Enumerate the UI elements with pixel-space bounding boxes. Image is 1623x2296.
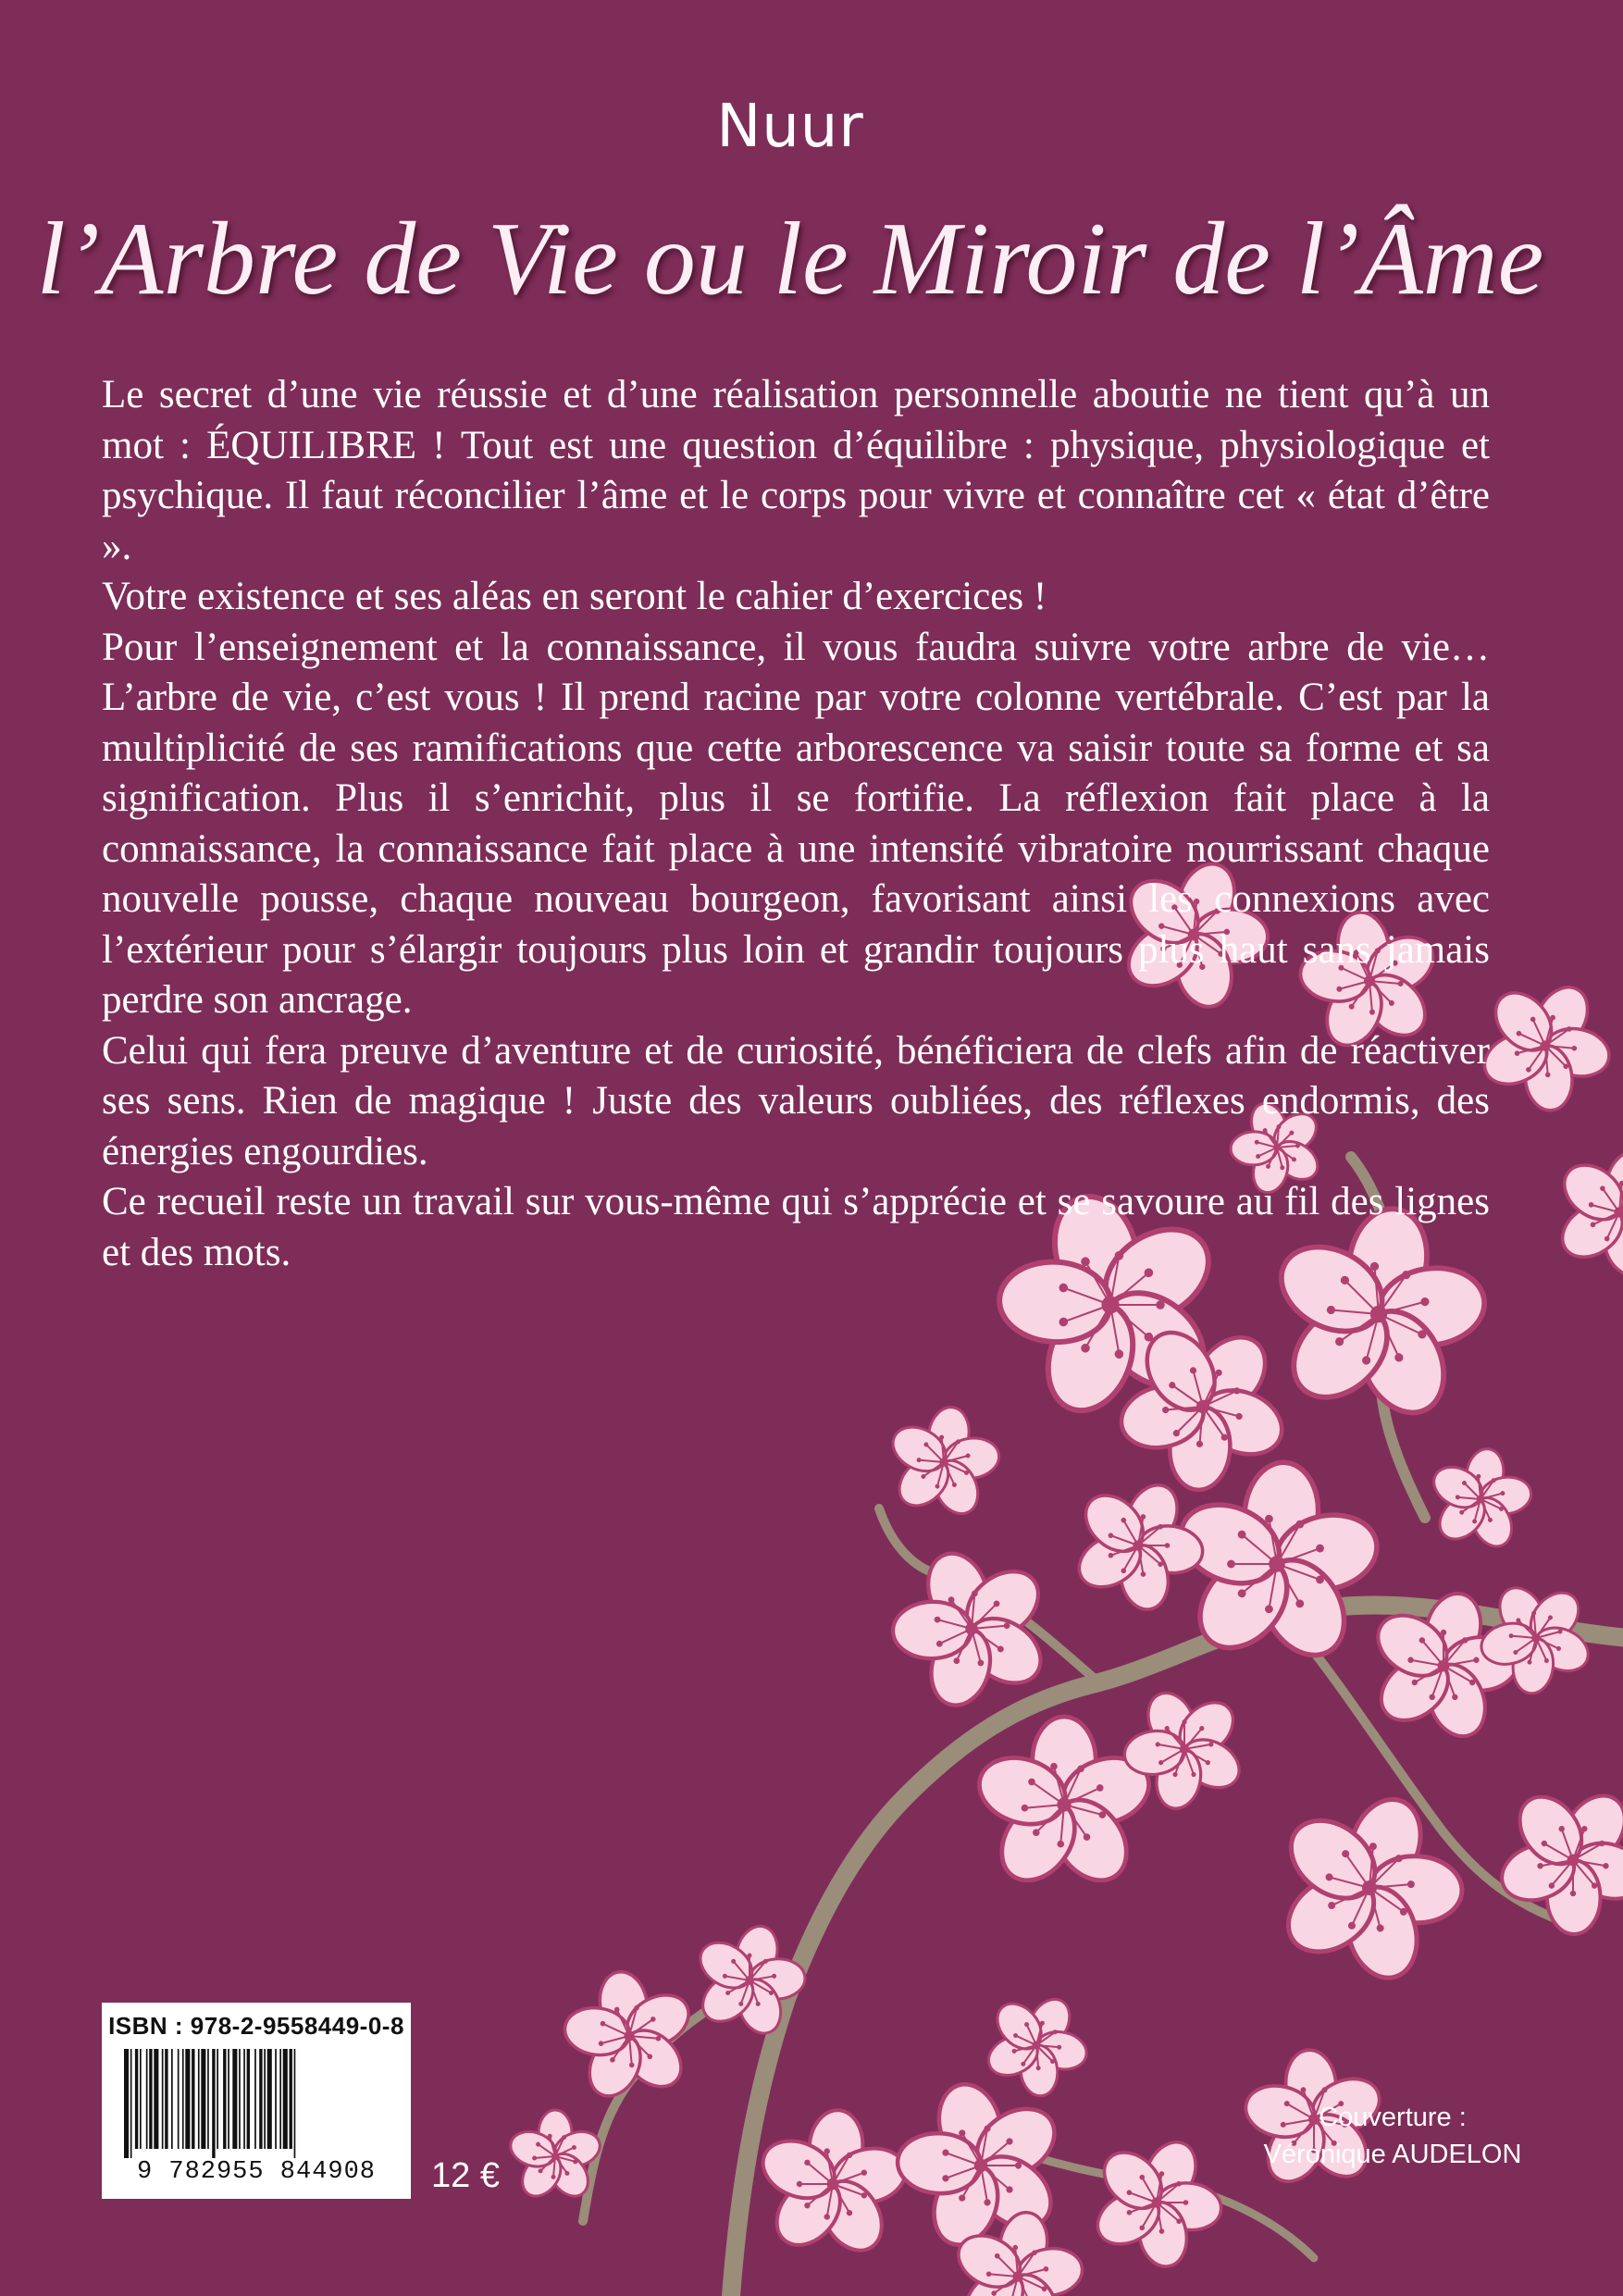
barcode-bar xyxy=(124,2049,129,2158)
barcode-bar xyxy=(259,2049,262,2149)
blossom-anther xyxy=(1022,1805,1029,1812)
blossom-flower xyxy=(876,1397,1012,1529)
blossom-flower xyxy=(551,1960,709,2113)
book-title: l’Arbre de Vie ou le Miroir de l’Âme xyxy=(36,202,1544,316)
barcode-bar xyxy=(267,2049,272,2149)
barcode-bar xyxy=(185,2049,190,2149)
barcode-bar xyxy=(294,2049,296,2158)
price: 12 € xyxy=(431,2156,500,2195)
barcode-bar xyxy=(279,2049,281,2149)
blurb-paragraph-1: Le secret d’une vie réussie et d’une réalisation personnelle aboutie ne tient qu’à un mot : ÉQUILIBRE ! Tout est une question d’équilibre : physique, physiologique et psychique. Il faut réconcilier l’âme et le corps pour vivre et connaître cet « état d’être ». xyxy=(102,373,1490,568)
blossom-anther xyxy=(548,2134,552,2139)
barcode-bar xyxy=(165,2049,167,2149)
blossom-flower xyxy=(748,2104,917,2266)
blossom-anther xyxy=(1096,1784,1104,1792)
barcode-bar xyxy=(283,2049,288,2149)
barcode-bar xyxy=(171,2049,173,2149)
barcode-bar xyxy=(162,2049,164,2149)
barcode-bar xyxy=(149,2049,152,2149)
barcode-bar xyxy=(154,2049,158,2149)
blossom-anther xyxy=(573,2159,577,2164)
isbn-barcode-box xyxy=(102,2003,411,2199)
blossom-anther xyxy=(532,2155,537,2160)
barcode-bar xyxy=(130,2049,132,2158)
cover-credit xyxy=(1254,2099,1531,2173)
barcode-bar xyxy=(178,2049,180,2149)
blurb-paragraph-5: Ce recueil reste un travail sur vous-même qui s’apprécie et se savoure au fil des lignes et des mots. xyxy=(102,1180,1490,1274)
barcode-bar xyxy=(201,2049,205,2149)
barcode-digits: 9 782955 844908 xyxy=(136,2158,377,2186)
barcode-bar xyxy=(254,2049,256,2149)
blossom-anther xyxy=(1033,1829,1040,1836)
blossom-anther xyxy=(1050,1763,1058,1770)
blurb-paragraph-2: Votre existence et ses aléas en seront le cahier d’exercices ! xyxy=(102,575,1047,618)
barcode-bar xyxy=(290,2049,292,2149)
barcode-bar xyxy=(247,2049,250,2149)
blossom-anther xyxy=(551,2175,556,2179)
blossom-center xyxy=(1057,1797,1071,1811)
blossom-anther xyxy=(1057,1841,1064,1848)
blossom-flower xyxy=(1466,1755,1623,1967)
blossom-flower xyxy=(1066,2115,1246,2291)
barcode-bar xyxy=(192,2049,194,2149)
blossom-flower xyxy=(1532,1128,1623,1298)
barcode-bar xyxy=(243,2049,245,2149)
cover-credit-label: Couverture : xyxy=(1319,2103,1467,2132)
blossom-anther xyxy=(1084,1833,1091,1841)
barcode-bar xyxy=(135,2049,138,2149)
author-name: Nuur xyxy=(716,93,864,161)
blossom-anther xyxy=(539,2168,543,2173)
blossom-flower xyxy=(1245,1768,1493,2011)
barcode-bar xyxy=(264,2049,266,2149)
blurb-paragraph-3: Pour l’enseignement et la connaissance, il vous faudra suivre votre arbre de vie… L’arbre de vie, c’est vous ! Il prend racine par votre colonne vertébrale. C’est par la multiplicité de ses ramifications que cette arborescence va saisir toute sa forme et sa signification. Plus il s’enrichit, plus il se fortifie. La réflexion fait place à la connaissance, la connaissance fait place à une intensité vibratoire nourrissant chaque nouvelle pousse, chaque nouveau bourgeon, favorisant ainsi les connexions avec l’extérieur pour s’élargir toujours plus loin et grandir toujours plus haut sans jamais perdre son ancrage. xyxy=(102,625,1490,1022)
blossom-anther xyxy=(1077,1765,1084,1772)
barcode-icon xyxy=(118,2049,394,2158)
barcode-bar xyxy=(275,2049,277,2149)
blossom-anther xyxy=(562,2135,566,2140)
blossom-anther xyxy=(572,2145,576,2150)
blossom-anther xyxy=(564,2171,569,2176)
blossom-center xyxy=(551,2153,559,2160)
barcode-bar xyxy=(207,2049,209,2149)
barcode-bar xyxy=(217,2049,218,2149)
back-cover-blurb xyxy=(102,370,1490,1278)
cover-credit-name: Véronique AUDELON xyxy=(1263,2140,1522,2169)
isbn-label: ISBN : 978-2-9558449-0-8 xyxy=(108,2012,404,2040)
blossom-flower xyxy=(678,1912,822,2051)
barcode-bar xyxy=(146,2049,148,2149)
barcode-bar xyxy=(232,2049,237,2149)
blossom-flower xyxy=(1419,1440,1542,1560)
blossom-anther xyxy=(1098,1811,1106,1818)
barcode-bar xyxy=(212,2049,215,2158)
barcode-bar xyxy=(182,2049,184,2149)
barcode-bar xyxy=(228,2049,229,2149)
barcode-bar xyxy=(239,2049,241,2149)
barcode-bar xyxy=(198,2049,200,2149)
blossom-anther xyxy=(536,2142,540,2147)
blossom-anther xyxy=(1028,1779,1035,1786)
blurb-paragraph-4: Celui qui fera preuve d’aventure et de curiosité, bénéficiera de clefs afin de réactiver ses sens. Rien de magique ! Juste des valeurs oubliées, des réflexes endormis, des énergies engourdies. xyxy=(102,1028,1490,1173)
barcode-bar xyxy=(140,2049,142,2149)
barcode-bar xyxy=(223,2049,226,2149)
